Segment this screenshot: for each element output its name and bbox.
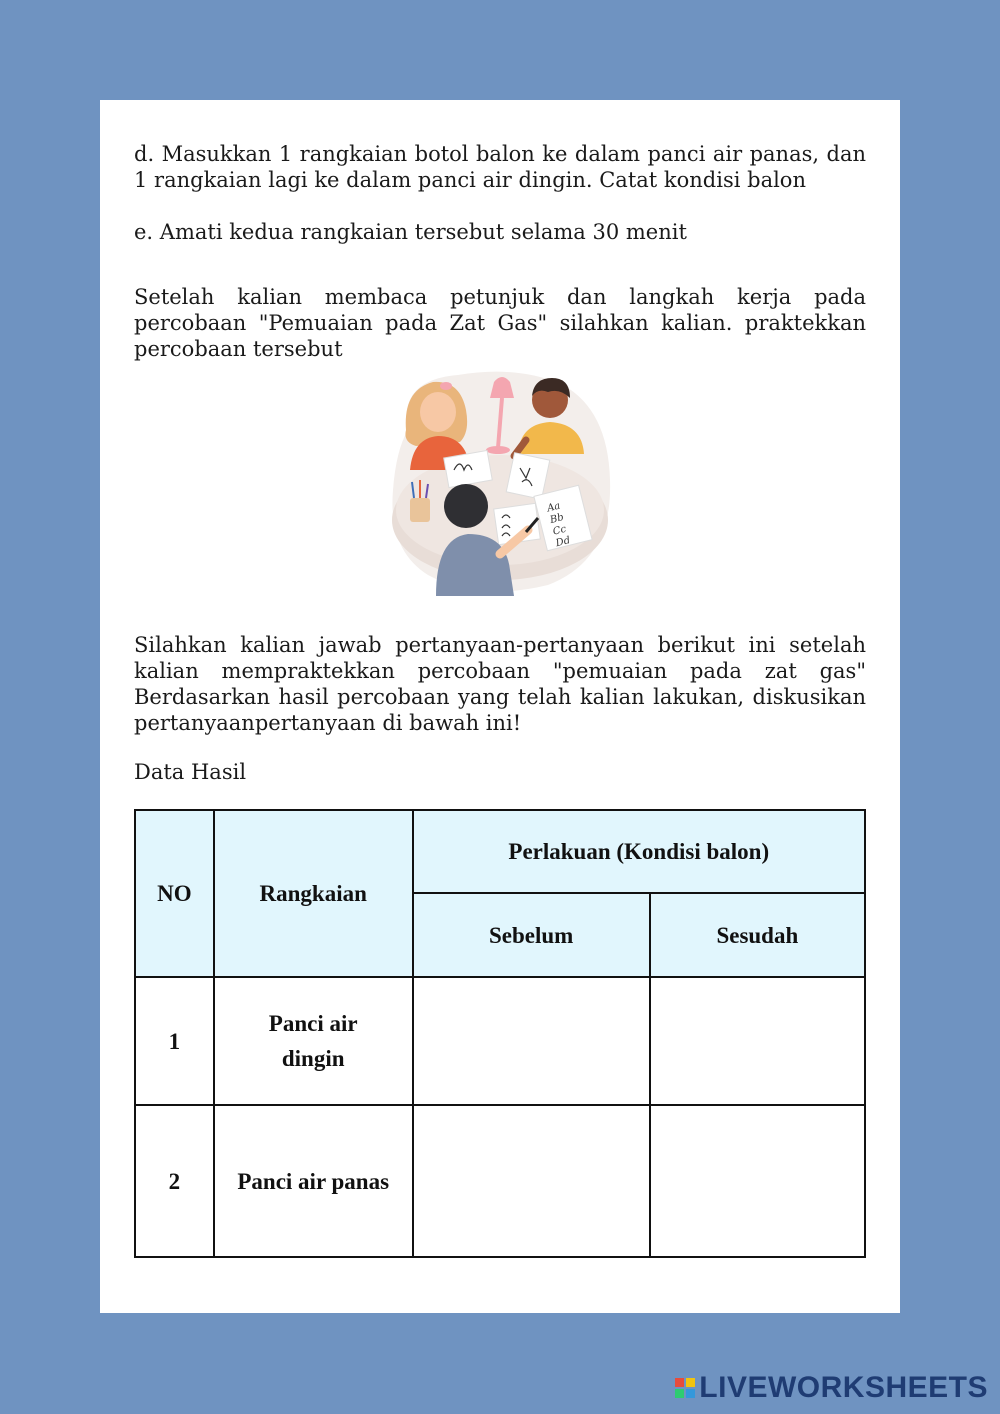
paper-text-cc: Cc	[551, 523, 568, 538]
children-writing-illustration	[388, 370, 616, 596]
result-table	[134, 809, 866, 1258]
liveworksheets-watermark	[675, 1368, 988, 1408]
row-sebelum-cell[interactable]	[413, 1105, 650, 1257]
instruction-text: Setelah kalian membaca petunjuk dan langkah kerja pada percobaan "Pemuaian pada Zat Gas" silahkan kalian. praktekkan percobaan tersebut	[134, 285, 866, 361]
step-e-text: e. Amati kedua rangkaian tersebut selama 30 menit	[134, 220, 687, 244]
row-sesudah-cell[interactable]	[650, 977, 865, 1105]
liveworksheets-logo-icon	[675, 1378, 695, 1398]
header-perlakuan: Perlakuan (Kondisi balon)	[413, 810, 865, 893]
row-rangkaian: Panci air panas	[214, 1105, 413, 1257]
header-sesudah: Sesudah	[650, 893, 865, 977]
logo-square-l	[675, 1378, 684, 1387]
logo-square-e	[686, 1389, 695, 1398]
table-row	[135, 977, 865, 1105]
logo-square-i	[686, 1378, 695, 1387]
paper-text-bb: Bb	[548, 511, 565, 526]
table-row	[135, 1105, 865, 1257]
row-no: 2	[135, 1105, 214, 1257]
step-d-text: d. Masukkan 1 rangkaian botol balon ke dalam panci air panas, dan 1 rangkaian lagi ke dalam panci air dingin. Catat kondisi balon	[134, 142, 866, 192]
worksheet-page	[100, 100, 900, 1313]
logo-square-v	[675, 1389, 684, 1398]
paper-text-dd: Dd	[554, 535, 572, 550]
row-rangkaian: Panci air dingin	[214, 977, 413, 1105]
data-heading: Data Hasil	[134, 760, 247, 784]
paper-text-aa: Aa	[546, 500, 562, 515]
header-sebelum: Sebelum	[413, 893, 650, 977]
header-rangkaian: Rangkaian	[214, 810, 413, 977]
row-no: 1	[135, 977, 214, 1105]
row-sesudah-cell[interactable]	[650, 1105, 865, 1257]
questions-intro-text: Silahkan kalian jawab pertanyaan-pertanyaan berikut ini setelah kalian mempraktekkan percobaan "pemuaian pada zat gas" Berdasarkan hasil percobaan yang telah kalian lakukan, diskusikan pertanyaanpertanyaan di bawah ini!	[134, 633, 866, 735]
row-sebelum-cell[interactable]	[413, 977, 650, 1105]
header-no: NO	[135, 810, 214, 977]
watermark-text: LIVEWORKSHEETS	[699, 1371, 988, 1404]
